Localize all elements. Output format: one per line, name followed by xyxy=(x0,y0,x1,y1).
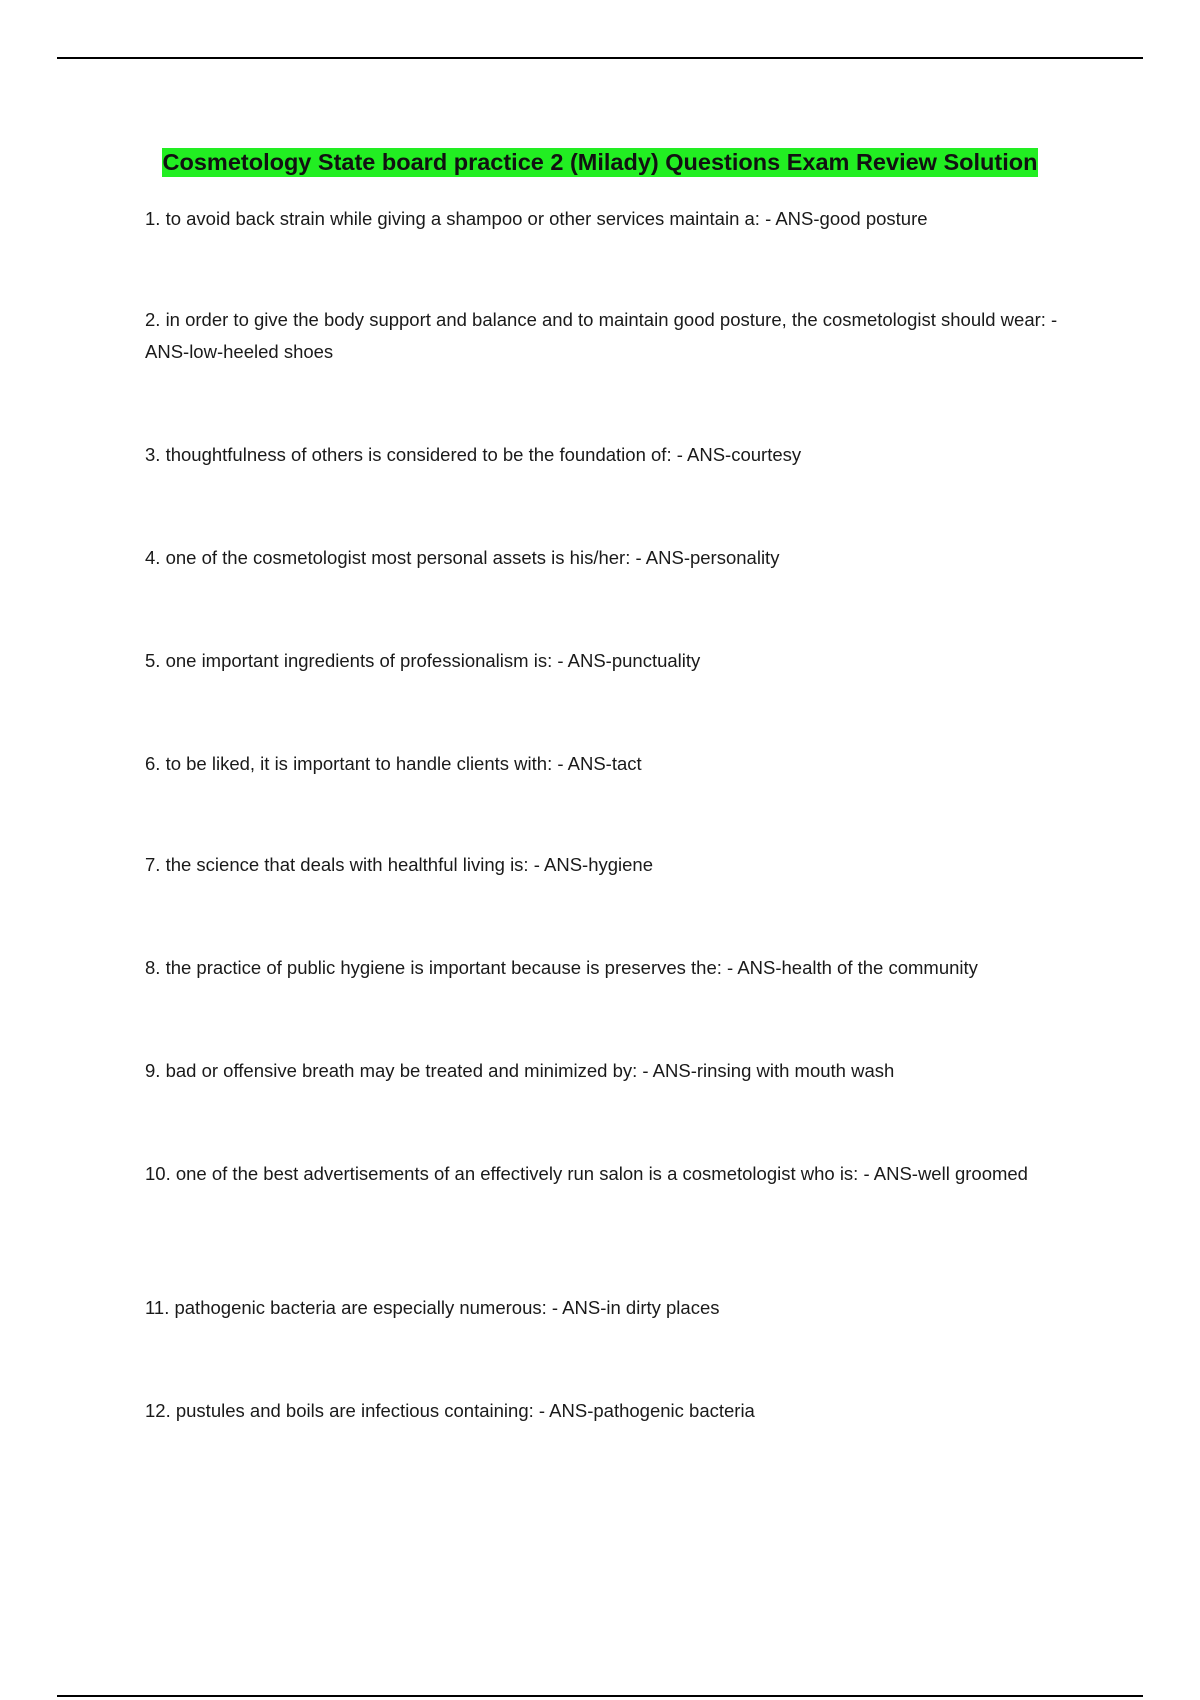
question-item-3: 3. thoughtfulness of others is considered to be the foundation of: - ANS-courtesy xyxy=(145,444,802,465)
question-item-10: 10. one of the best advertisements of an effectively run salon is a cosmetologist who is: - ANS-well groomed xyxy=(145,1163,1028,1184)
question-item-4: 4. one of the cosmetologist most personal assets is his/her: - ANS-personality xyxy=(145,547,780,568)
question-item-9: 9. bad or offensive breath may be treated and minimized by: - ANS-rinsing with mouth wash xyxy=(145,1060,895,1081)
footer-rule xyxy=(57,1695,1143,1697)
document-title-text: Cosmetology State board practice 2 (Milady) Questions Exam Review Solution xyxy=(162,149,1038,175)
question-item-2: 2. in order to give the body support and balance and to maintain good posture, the cosmetologist should wear: - ANS-low-heeled shoes xyxy=(145,309,1058,362)
question-item-6: 6. to be liked, it is important to handle clients with: - ANS-tact xyxy=(145,753,642,774)
question-item-11: 11. pathogenic bacteria are especially numerous: - ANS-in dirty places xyxy=(145,1297,720,1318)
question-item-12: 12. pustules and boils are infectious containing: - ANS-pathogenic bacteria xyxy=(145,1400,755,1421)
document-title xyxy=(0,146,1200,178)
header-rule xyxy=(57,57,1143,59)
question-item-8: 8. the practice of public hygiene is important because is preserves the: - ANS-health of the community xyxy=(145,957,978,978)
question-item-1: 1. to avoid back strain while giving a shampoo or other services maintain a: - ANS-good posture xyxy=(145,208,928,229)
question-item-5: 5. one important ingredients of professionalism is: - ANS-punctuality xyxy=(145,650,701,671)
question-item-7: 7. the science that deals with healthful living is: - ANS-hygiene xyxy=(145,854,654,875)
